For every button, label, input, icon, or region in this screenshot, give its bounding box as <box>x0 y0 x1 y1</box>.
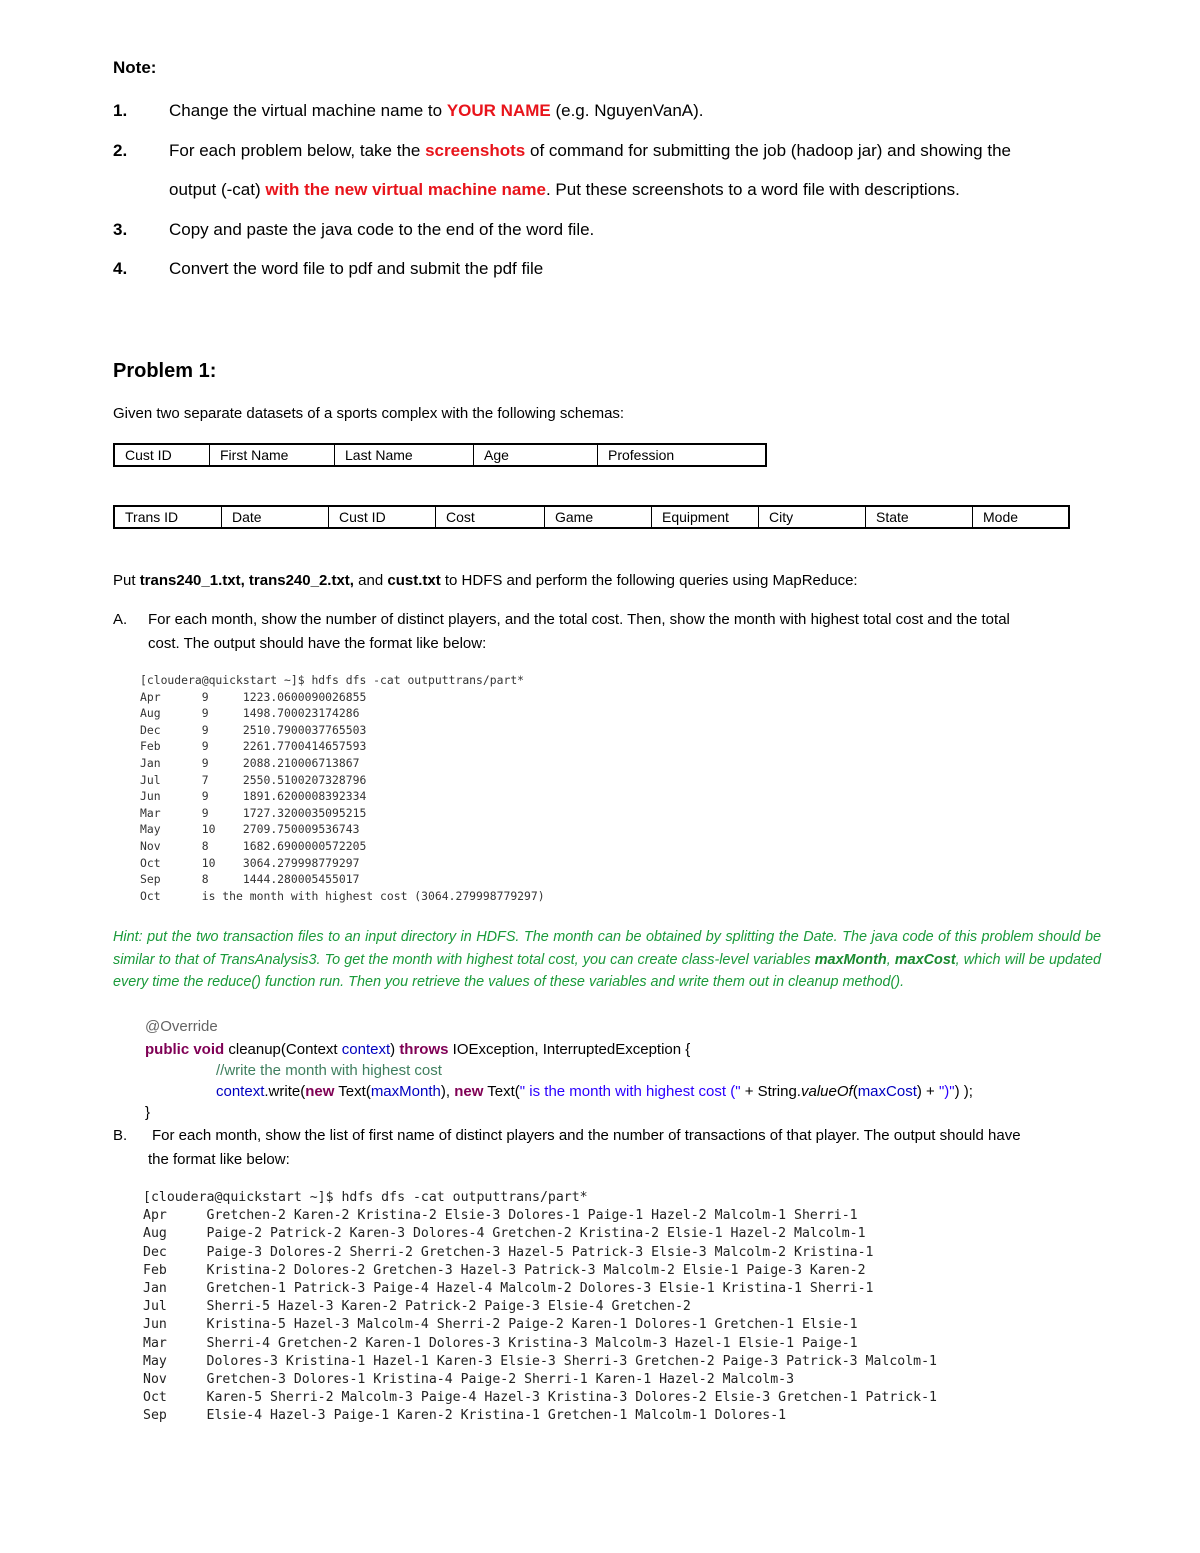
terminal-a-row <box>140 705 545 722</box>
hint-maxmonth: maxMonth <box>814 951 887 968</box>
put-and: and <box>353 572 388 589</box>
terminal-b-player-list: Sherri-4 Gretchen-2 Karen-1 Dolores-3 Kristina-3 Malcolm-3 Hazel-1 Elsie-1 Paige-1 <box>206 1335 858 1351</box>
terminal-a-month: Mar <box>140 805 161 820</box>
terminal-b-player-list: Kristina-5 Hazel-3 Malcolm-4 Sherri-2 Paige-2 Karen-1 Dolores-1 Gretchen-1 Elsie-1 <box>206 1317 858 1333</box>
hint-sep: , <box>886 951 895 968</box>
terminal-a-cost: 1682.6900000572205 <box>242 838 367 853</box>
part-b-line2: the format like below: <box>148 1151 290 1168</box>
terminal-b-month: Jan <box>143 1281 167 1297</box>
terminal-output-b <box>143 1189 937 1426</box>
schema2-state: State <box>866 506 973 528</box>
code-w-valueof: valueOf <box>800 1083 853 1100</box>
note-item-2-text-line2 <box>169 180 960 200</box>
terminal-a-month: Jan <box>140 755 161 770</box>
terminal-a-row <box>140 821 545 838</box>
hint-part2: , which will be updated every time the reduce() function run. Then you retrieve the values of these variables and write them out in cleanup method(). <box>113 951 1102 991</box>
code-annotation: @Override <box>145 1018 218 1035</box>
note-item-4-number: 4. <box>113 259 128 278</box>
schema1-first-name: First Name <box>210 444 335 466</box>
terminal-b-month: Sep <box>143 1408 167 1424</box>
terminal-b-row <box>143 1262 937 1280</box>
terminal-a-cost: 1727.3200035095215 <box>242 805 367 820</box>
code-w-str2: ")" <box>938 1083 955 1100</box>
code-w-plus2: ) + <box>916 1083 939 1100</box>
note-item-1-number: 1. <box>113 101 128 120</box>
terminal-b-month: Aug <box>143 1226 167 1242</box>
terminal-a-row <box>140 755 545 772</box>
terminal-b-month: Mar <box>143 1335 167 1351</box>
problem-title: Problem 1: <box>113 360 217 382</box>
schema2-trans-id: Trans ID <box>114 506 222 528</box>
terminal-a-count: 9 <box>201 689 209 704</box>
part-a-line1: For each month, show the number of distinct players, and the total cost. Then, show the month with highest total cost and the total <box>148 611 1010 628</box>
terminal-a-month: Jun <box>140 789 161 804</box>
note-item-1-highlight: YOUR NAME <box>446 101 551 120</box>
note-item-3-number: 3. <box>113 220 128 239</box>
terminal-a-row <box>140 772 545 789</box>
schema2-date: Date <box>222 506 329 528</box>
code-w-str1: " is the month with highest cost (" <box>519 1083 741 1100</box>
code-sig-mid: cleanup(Context <box>224 1041 342 1058</box>
terminal-a-cost: 1223.0600090026855 <box>242 689 367 704</box>
terminal-b-month: Apr <box>143 1208 167 1224</box>
terminal-b-row <box>143 1280 937 1298</box>
terminal-a-row <box>140 689 545 706</box>
code-kw-public: public <box>145 1041 190 1058</box>
code-w-text1: Text( <box>334 1083 371 1100</box>
code-w-close1: ), <box>440 1083 455 1100</box>
terminal-b-month: Nov <box>143 1372 167 1388</box>
part-b-line1: For each month, show the list of first name of distinct players and the number of transactions of that player. The output should have <box>152 1127 1021 1144</box>
terminal-b-row <box>143 1316 937 1334</box>
terminal-a-count: 9 <box>201 805 209 820</box>
customer-schema-table <box>113 443 767 467</box>
terminal-a-cost: 1444.280005455017 <box>242 872 360 887</box>
terminal-b-player-list: Gretchen-3 Dolores-1 Kristina-4 Paige-2 Sherri-1 Karen-1 Hazel-2 Malcolm-3 <box>206 1372 795 1388</box>
schema1-cust-id: Cust ID <box>114 444 210 466</box>
terminal-b-row <box>143 1335 937 1353</box>
terminal-b-month: Jul <box>143 1299 167 1315</box>
terminal-a-count: 7 <box>201 772 209 787</box>
terminal-a-rows <box>140 689 545 888</box>
terminal-a-count: 8 <box>201 838 209 853</box>
terminal-b-month: Feb <box>143 1262 167 1278</box>
terminal-b-player-list: Sherri-5 Hazel-3 Karen-2 Patrick-2 Paige-3 Elsie-4 Gretchen-2 <box>206 1299 691 1315</box>
terminal-a-count: 9 <box>201 789 209 804</box>
terminal-b-player-list: Paige-3 Dolores-2 Sherri-2 Gretchen-3 Hazel-5 Patrick-3 Elsie-3 Malcolm-2 Kristina-1 <box>206 1244 874 1260</box>
terminal-b-rows <box>143 1207 937 1425</box>
terminal-a-count: 10 <box>201 822 216 837</box>
part-a-letter: A. <box>113 611 128 628</box>
note-item-1-post: (e.g. NguyenVanA). <box>550 101 704 120</box>
terminal-a-row <box>140 838 545 855</box>
code-w-text2: Text( <box>483 1083 520 1100</box>
code-w-open: ( <box>852 1083 858 1100</box>
hint-paragraph <box>113 926 1101 994</box>
note-item-2-number: 2. <box>113 141 128 160</box>
terminal-b-player-list: Gretchen-1 Patrick-3 Paige-4 Hazel-4 Malcolm-2 Dolores-3 Elsie-1 Kristina-1 Sherri-1 <box>206 1281 874 1297</box>
terminal-a-row <box>140 788 545 805</box>
terminal-a-row <box>140 871 545 888</box>
terminal-b-row <box>143 1389 937 1407</box>
code-w-new2: new <box>454 1083 484 1100</box>
code-sig-paren: ) <box>390 1041 400 1058</box>
terminal-b-player-list: Paige-2 Patrick-2 Karen-3 Dolores-4 Gretchen-2 Kristina-2 Elsie-1 Hazel-2 Malcolm-1 <box>206 1226 866 1242</box>
terminal-a-row <box>140 738 545 755</box>
code-w-ctx: context <box>216 1083 265 1100</box>
terminal-a-month: May <box>140 822 161 837</box>
terminal-a-prompt: [cloudera@quickstart ~]$ hdfs dfs -cat outputtrans/part* <box>140 673 525 687</box>
terminal-a-row <box>140 805 545 822</box>
terminal-b-month: Jun <box>143 1317 167 1333</box>
terminal-b-player-list: Dolores-3 Kristina-1 Hazel-1 Karen-3 Elsie-3 Sherri-3 Gretchen-2 Paige-3 Patrick-3 Malcolm-1 <box>206 1353 937 1369</box>
schema1-last-name: Last Name <box>335 444 474 466</box>
part-a-line2: cost. The output should have the format like below: <box>148 635 487 652</box>
terminal-b-player-list: Karen-5 Sherri-2 Malcolm-3 Paige-4 Hazel-3 Kristina-3 Dolores-2 Elsie-3 Gretchen-1 Patrick-1 <box>206 1390 937 1406</box>
note-item-1-pre: Change the virtual machine name to <box>169 101 447 120</box>
put-instruction <box>113 572 858 589</box>
terminal-a-month: Oct <box>140 855 161 870</box>
code-w-maxmonth: maxMonth <box>370 1083 441 1100</box>
terminal-a-cost: 2709.750009536743 <box>242 822 360 837</box>
code-w-maxcost: maxCost <box>857 1083 917 1100</box>
terminal-a-row <box>140 855 545 872</box>
terminal-b-player-list: Gretchen-2 Karen-2 Kristina-2 Elsie-3 Dolores-1 Paige-1 Hazel-2 Malcolm-1 Sherri-1 <box>206 1208 858 1224</box>
note-item-2-line2-pre: output (-cat) <box>169 180 266 199</box>
problem-intro: Given two separate datasets of a sports complex with the following schemas: <box>113 405 625 422</box>
terminal-a-cost: 2550.5100207328796 <box>242 772 367 787</box>
note-item-3-text: Copy and paste the java code to the end of the word file. <box>169 220 595 239</box>
terminal-a-count: 9 <box>201 739 209 754</box>
note-item-2-text <box>169 141 1011 161</box>
terminal-a-month: Aug <box>140 706 161 721</box>
note-item-2-post: of command for submitting the job (hadoop jar) and showing the <box>525 141 1011 160</box>
code-write-line <box>216 1083 973 1100</box>
terminal-a-cost: 1891.6200008392334 <box>242 789 367 804</box>
terminal-a-month: Nov <box>140 838 161 853</box>
terminal-a-row <box>140 722 545 739</box>
note-item-2-line2-highlight: with the new virtual machine name <box>265 180 546 199</box>
note-item-2-pre: For each problem below, take the <box>169 141 426 160</box>
part-b-letter: B. <box>113 1127 128 1144</box>
code-w-end: ) ); <box>954 1083 973 1100</box>
schema2-equipment: Equipment <box>652 506 759 528</box>
schema2-mode: Mode <box>973 506 1070 528</box>
code-kw-throws: throws <box>399 1041 449 1058</box>
schema2-city: City <box>759 506 866 528</box>
terminal-a-count: 9 <box>201 722 209 737</box>
schema1-age: Age <box>474 444 598 466</box>
terminal-a-month: Sep <box>140 872 161 887</box>
terminal-b-month: Dec <box>143 1244 167 1260</box>
terminal-a-month: Apr <box>140 689 161 704</box>
note-item-4-text: Convert the word file to pdf and submit the pdf file <box>169 259 544 278</box>
terminal-b-player-list: Kristina-2 Dolores-2 Gretchen-3 Hazel-3 Patrick-3 Malcolm-2 Elsie-1 Paige-3 Karen-2 <box>206 1262 866 1278</box>
terminal-a-month: Dec <box>140 722 161 737</box>
schema2-cost: Cost <box>436 506 545 528</box>
code-close-brace: } <box>145 1104 151 1121</box>
schema1-profession: Profession <box>598 444 767 466</box>
code-w-new1: new <box>305 1083 335 1100</box>
terminal-b-row <box>143 1244 937 1262</box>
terminal-b-row <box>143 1371 937 1389</box>
put-post: to HDFS and perform the following queries using MapReduce: <box>440 572 858 589</box>
terminal-a-cost: 1498.700023174286 <box>242 706 360 721</box>
terminal-b-row <box>143 1207 937 1225</box>
transaction-schema-table <box>113 505 1070 529</box>
hint-part1: Hint: put the two transaction files to an input directory in HDFS. The month can be obtained by splitting the Date. The java code of this problem should be similar to that of TransAnalysis3. To get the month with highest total cost, you can create class-level variables <box>113 929 1101 968</box>
put-cust-file: cust.txt <box>387 572 441 589</box>
terminal-a-month: Jul <box>140 772 161 787</box>
note-item-2-line2-post: . Put these screenshots to a word file with descriptions. <box>545 180 960 199</box>
terminal-a-last-line: Oct is the month with highest cost (3064.279998779297) <box>140 888 545 903</box>
terminal-a-count: 9 <box>201 706 209 721</box>
terminal-b-prompt: [cloudera@quickstart ~]$ hdfs dfs -cat outputtrans/part* <box>143 1190 588 1205</box>
code-ctx: context <box>341 1041 391 1058</box>
terminal-a-month: Feb <box>140 739 161 754</box>
code-comment: //write the month with highest cost <box>216 1062 442 1079</box>
terminal-b-row <box>143 1225 937 1243</box>
code-w-plus1: + String. <box>740 1083 801 1100</box>
terminal-b-player-list: Elsie-4 Hazel-3 Paige-1 Karen-2 Kristina-1 Gretchen-1 Malcolm-1 Dolores-1 <box>206 1408 787 1424</box>
terminal-b-month: May <box>143 1353 167 1369</box>
note-item-2-highlight: screenshots <box>425 141 526 160</box>
hint-maxcost: maxCost <box>894 951 956 968</box>
terminal-a-count: 10 <box>201 855 216 870</box>
note-title: Note: <box>113 58 157 77</box>
put-pre: Put <box>113 572 140 589</box>
code-kw-void: void <box>193 1041 225 1058</box>
put-files: trans240_1.txt, trans240_2.txt, <box>139 572 354 589</box>
terminal-a-cost: 3064.279998779297 <box>242 855 360 870</box>
terminal-a-count: 9 <box>201 755 209 770</box>
code-sig-end: IOException, InterruptedException { <box>448 1041 691 1058</box>
code-signature <box>145 1041 690 1058</box>
terminal-a-count: 8 <box>201 872 209 887</box>
terminal-b-month: Oct <box>143 1390 167 1406</box>
terminal-b-row <box>143 1353 937 1371</box>
terminal-output-a <box>140 672 545 904</box>
terminal-a-cost: 2088.210006713867 <box>242 755 360 770</box>
code-w-write: .write( <box>264 1083 306 1100</box>
terminal-b-row <box>143 1407 937 1425</box>
terminal-a-cost: 2510.7900037765503 <box>242 722 367 737</box>
note-item-1-text <box>169 101 704 121</box>
terminal-b-row <box>143 1298 937 1316</box>
terminal-a-cost: 2261.7700414657593 <box>242 739 367 754</box>
schema2-game: Game <box>545 506 652 528</box>
schema2-cust-id: Cust ID <box>329 506 436 528</box>
